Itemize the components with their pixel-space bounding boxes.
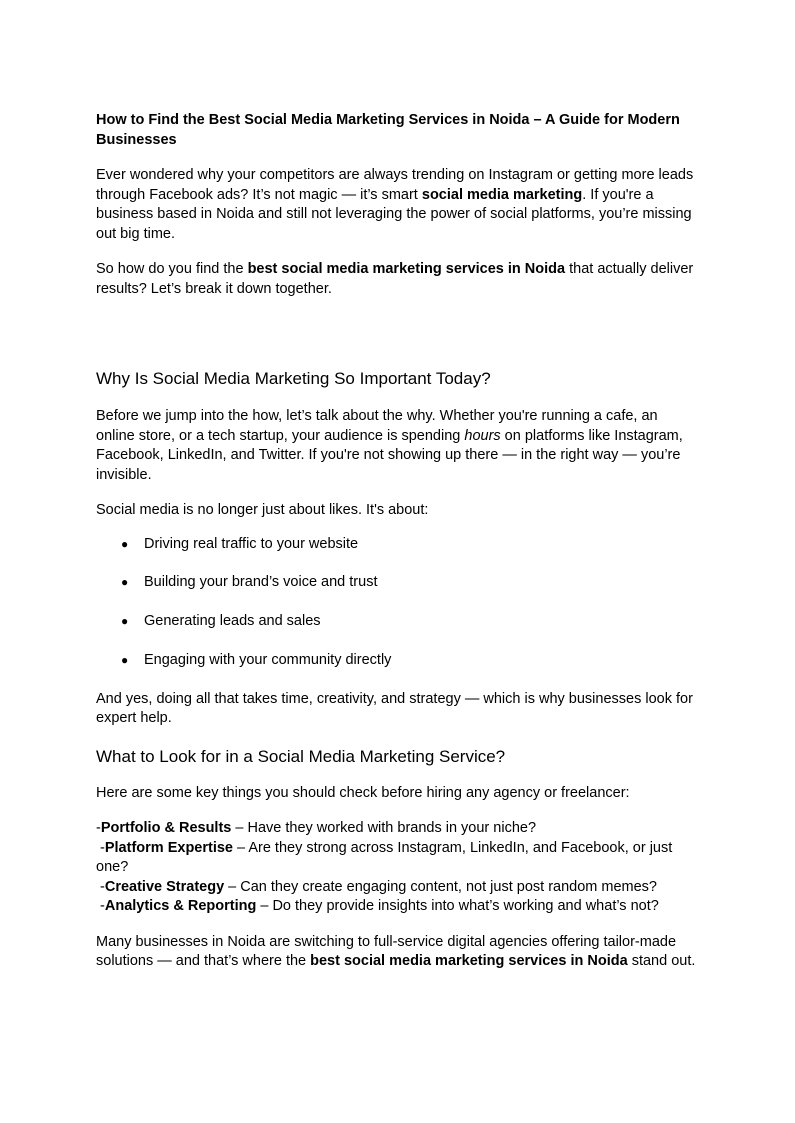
criteria-list <box>96 819 696 917</box>
list-item-text: Engaging with your community directly <box>144 651 392 668</box>
criteria-item <box>96 839 696 878</box>
criteria-prefix: - <box>96 839 105 856</box>
criteria-item <box>96 878 696 898</box>
document-title: How to Find the Best Social Media Marketing Services in Noida – A Guide for Modern Businesses <box>96 112 680 148</box>
list-item <box>96 651 696 671</box>
criteria-text: – Can they create engaging content, not just post random memes? <box>224 878 657 895</box>
intro2-text-after: that actually deliver results? Let’s break it down together. <box>96 261 694 297</box>
criteria-label: Portfolio & Results <box>100 820 232 837</box>
criteria-text: – Have they worked with brands in your niche? <box>231 820 537 837</box>
criteria-label: Analytics & Reporting <box>104 898 257 915</box>
section2-closing-bold: best social media marketing services in Noida <box>310 953 628 970</box>
criteria-item <box>96 819 696 839</box>
section1-italic-text: hours <box>464 427 501 444</box>
section2-closing-before: Many businesses in Noida are switching to full-service digital agencies offering tailor-made solutions — and that’s where the <box>96 933 677 970</box>
bullet-icon: ● <box>121 652 129 667</box>
list-item <box>96 573 696 593</box>
criteria-item <box>96 897 696 917</box>
intro-paragraph-1 <box>96 166 696 244</box>
list-item-text: Building your brand’s voice and trust <box>144 574 378 591</box>
section2-closing-after: stand out. <box>627 953 696 970</box>
section2-intro: Here are some key things you should check before hiring any agency or freelancer: <box>96 784 630 801</box>
intro2-text-before: So how do you find the <box>96 261 248 277</box>
criteria-text: – Do they provide insights into what’s working and what’s not? <box>256 898 659 915</box>
intro1-text-before: Ever wondered why your competitors are always trending on Instagram or getting more leads through Facebook ads? It’s not magic — it’s smart <box>96 167 694 203</box>
list-item-text: Driving real traffic to your website <box>144 535 359 552</box>
intro-paragraph-2 <box>96 260 696 299</box>
section-heading-what: What to Look for in a Social Media Marketing Service? <box>96 746 506 766</box>
document-body <box>96 111 696 972</box>
bullet-icon: ● <box>121 614 129 629</box>
section1-lead-in: Social media is no longer just about likes. It's about: <box>96 502 429 518</box>
section1-closing: And yes, doing all that takes time, creativity, and strategy — which is why businesses look for expert help. <box>96 690 693 727</box>
criteria-prefix: - <box>96 878 105 895</box>
intro2-bold-text: best social media marketing services in Noida <box>247 261 566 277</box>
intro1-bold-text: social media marketing <box>421 186 583 203</box>
section1-paragraph <box>96 407 696 485</box>
list-item <box>96 535 696 555</box>
section-heading-why: Why Is Social Media Marketing So Important Today? <box>96 369 491 388</box>
criteria-text: – Are they strong across Instagram, LinkedIn, and Facebook, or just one? <box>96 839 673 876</box>
criteria-label: Platform Expertise <box>104 839 233 856</box>
criteria-prefix: - <box>96 820 101 837</box>
section1-text-before: Before we jump into the how, let’s talk about the why. Whether you're running a cafe, an online store, or a tech startup, your audience is spending <box>96 408 658 444</box>
bullet-icon: ● <box>121 536 129 551</box>
section1-text-after: on platforms like Instagram, Facebook, LinkedIn, and Twitter. If you're not showing up there — in the right way — you’re invisible. <box>96 427 683 483</box>
criteria-prefix: - <box>96 898 105 915</box>
list-item <box>96 612 696 632</box>
section2-closing <box>96 933 696 972</box>
criteria-label: Creative Strategy <box>104 878 225 895</box>
intro1-text-after: . If you're a business based in Noida and still not leveraging the power of social platforms, you’re missing out big time. <box>96 186 692 242</box>
bullet-icon: ● <box>121 575 129 590</box>
list-item-text: Generating leads and sales <box>144 613 321 630</box>
bullet-list <box>96 535 696 671</box>
